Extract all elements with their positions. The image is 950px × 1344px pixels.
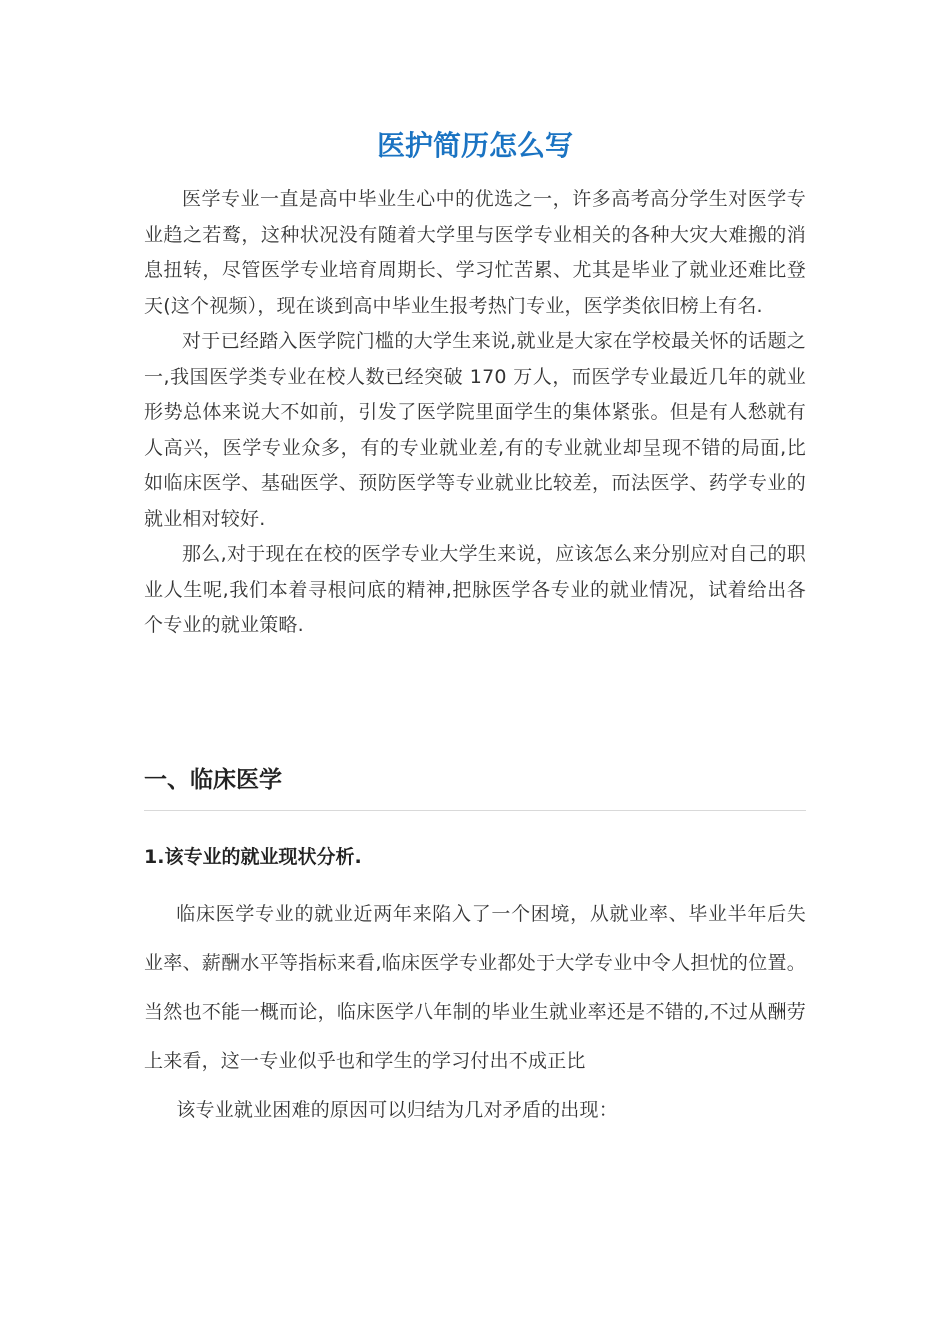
intro-paragraph-3: 那么,对于现在在校的医学专业大学生来说，应该怎么来分别应对自己的职业人生呢,我们本着寻根问底的精神,把脉医学各专业的就业情况，试着给出各个专业的就业策略. [144, 543, 806, 636]
section-body [144, 890, 806, 1135]
section-heading-clinical-medicine: 一、临床医学 [144, 767, 282, 793]
intro-paragraph-1: 医学专业一直是高中毕业生心中的优选之一，许多高考高分学生对医学专业趋之若鹜，这种状况没有随着大学里与医学专业相关的各种大灾大难搬的消息扭转，尽管医学专业培育周期长、学习忙苦累、尤其是毕业了就业还难比登天(这个视频），现在谈到高中毕业生报考热门专业，医学类依旧榜上有名. [144, 188, 806, 317]
intro-section [144, 182, 806, 644]
section-divider [144, 810, 806, 811]
sub-heading-employment-analysis: 1.该专业的就业现状分析. [144, 846, 362, 868]
intro-paragraph-2: 对于已经踏入医学院门槛的大学生来说,就业是大家在学校最关怀的话题之一,我国医学类专业在校人数已经突破 170 万人，而医学专业最近几年的就业形势总体来说大不如前，引发了医学院里面学生的集体紧张。但是有人愁就有人高兴，医学专业众多，有的专业就业差,有的专业就业却呈现不错的局面,比如临床医学、基础医学、预防医学等专业就业比较差，而法医学、药学专业的就业相对较好. [144, 330, 806, 530]
document-title: 医护简历怎么写 [376, 129, 573, 162]
section-paragraph-2: 该专业就业困难的原因可以归结为几对矛盾的出现： [176, 1099, 618, 1121]
section-paragraph-1: 临床医学专业的就业近两年来陷入了一个困境，从就业率、毕业半年后失业率、薪酬水平等指标来看,临床医学专业都处于大学专业中令人担忧的位置。当然也不能一概而论，临床医学八年制的毕业生就业率还是不错的,不过从酬劳上来看，这一专业似乎也和学生的学习付出不成正比 [144, 903, 806, 1072]
